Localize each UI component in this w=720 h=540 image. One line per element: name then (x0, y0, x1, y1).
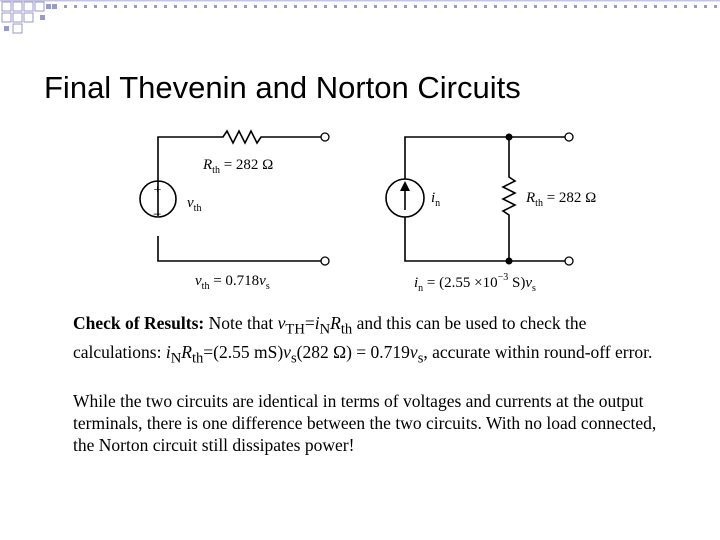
slide-body (73, 312, 673, 456)
plus-sign: + (153, 183, 162, 198)
current-arrow-icon (400, 181, 410, 191)
slide-title: Final Thevenin and Norton Circuits (44, 70, 521, 105)
thevenin-circuit (140, 131, 321, 261)
thevenin-resistor-label: $R_{th} = 282$ Ω (203, 157, 274, 176)
thevenin-source-label: $v_{th}$ (187, 195, 202, 214)
decorative-squares (0, 0, 720, 40)
thevenin-terminal-top (321, 133, 329, 141)
thevenin-output-label: $v_{th} = 0.718v_s$ (195, 273, 270, 292)
norton-node-top (506, 134, 513, 141)
norton-resistor-label: $R_{th} = 282$ Ω (526, 190, 597, 209)
check-paragraph: Check of Results: Note that $v_{TH}=i_NR_{th}$ and this can be used to check the calculations: $i_NR_{th}=(2.55$ $mS)v_s(282$ $\Omega) = 0.719v_s$, accurate within round-off error. (73, 313, 653, 366)
thevenin-terminal-bottom (321, 257, 329, 265)
norton-output-label: $i_n = (2.55 \times 10^{-3}$ $S)v_s$ (414, 272, 536, 294)
check-heading: Check of Results: (73, 313, 205, 333)
norton-source-label: $i_n$ (431, 190, 441, 209)
norton-node-bottom (506, 258, 513, 265)
circuit-diagrams (133, 129, 611, 299)
note-paragraph: While the two circuits are identical in terms of voltages and currents at the output terminals, there is one difference between the two circuits. With no load connected, the Norton circuit still dissipates power! (73, 391, 657, 455)
minus-sign: − (153, 207, 162, 223)
norton-terminal-bottom (565, 257, 573, 265)
norton-terminal-top (565, 133, 573, 141)
